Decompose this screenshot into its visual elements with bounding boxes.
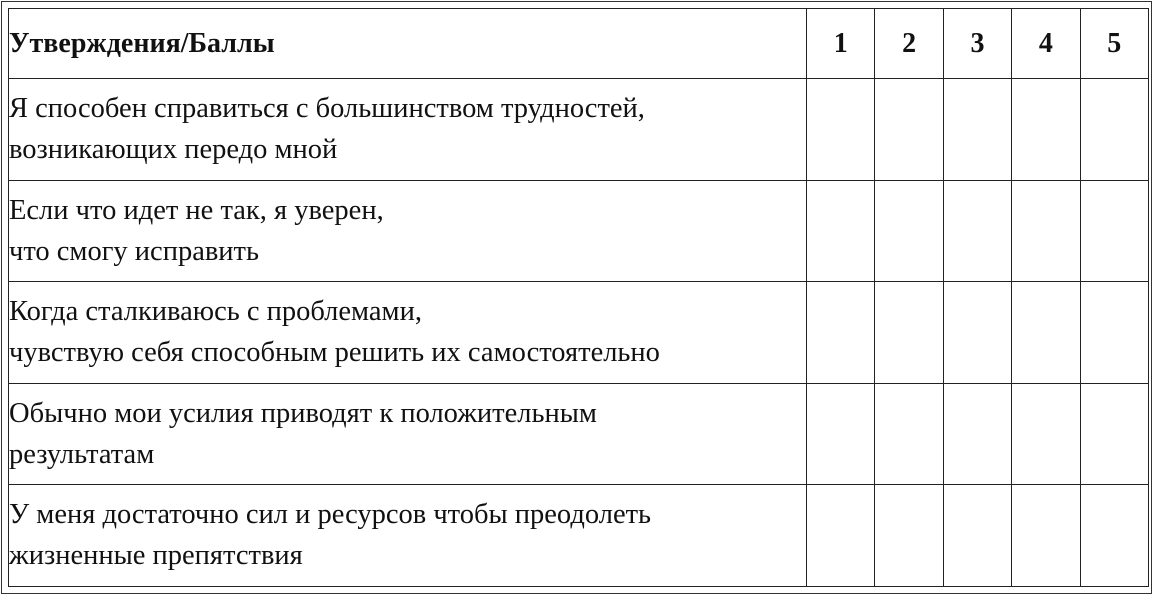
statement-line: результатам bbox=[9, 438, 155, 470]
score-cell-1[interactable] bbox=[807, 79, 875, 181]
statement-line: У меня достаточно сил и ресурсов чтобы преодолеть bbox=[9, 499, 652, 531]
table-row bbox=[9, 282, 1149, 384]
table-row bbox=[9, 79, 1149, 181]
statement-line: Обычно мои усилия приводят к положительным bbox=[9, 397, 597, 429]
statement-text bbox=[9, 79, 807, 181]
score-cell-2[interactable] bbox=[875, 485, 943, 587]
statement-line: жизненные препятствия bbox=[9, 540, 303, 572]
score-cell-4[interactable] bbox=[1012, 79, 1080, 181]
score-cell-1[interactable] bbox=[807, 383, 875, 485]
statement-line: возникающих передо мной bbox=[9, 134, 338, 166]
score-cell-3[interactable] bbox=[943, 383, 1011, 485]
score-cell-2[interactable] bbox=[875, 282, 943, 384]
table-row bbox=[9, 485, 1149, 587]
score-cell-5[interactable] bbox=[1080, 79, 1148, 181]
statement-line: Если что идет не так, я уверен, bbox=[9, 194, 384, 226]
score-cell-3[interactable] bbox=[943, 79, 1011, 181]
score-cell-1[interactable] bbox=[807, 485, 875, 587]
score-cell-1[interactable] bbox=[807, 180, 875, 282]
score-header-4: 4 bbox=[1012, 9, 1080, 79]
score-cell-5[interactable] bbox=[1080, 383, 1148, 485]
score-cell-1[interactable] bbox=[807, 282, 875, 384]
statement-text bbox=[9, 383, 807, 485]
score-cell-2[interactable] bbox=[875, 383, 943, 485]
statement-line: Когда сталкиваюсь с проблемами, bbox=[9, 296, 422, 328]
score-cell-4[interactable] bbox=[1012, 282, 1080, 384]
score-cell-5[interactable] bbox=[1080, 180, 1148, 282]
statement-text bbox=[9, 485, 807, 587]
table-row bbox=[9, 180, 1149, 282]
score-cell-3[interactable] bbox=[943, 180, 1011, 282]
statement-text bbox=[9, 180, 807, 282]
score-cell-5[interactable] bbox=[1080, 282, 1148, 384]
statement-line: Я способен справиться с большинством трудностей, bbox=[9, 93, 645, 125]
score-cell-4[interactable] bbox=[1012, 485, 1080, 587]
score-header-3: 3 bbox=[943, 9, 1011, 79]
statement-text bbox=[9, 282, 807, 384]
statement-line: что смогу исправить bbox=[9, 235, 260, 267]
score-cell-3[interactable] bbox=[943, 485, 1011, 587]
score-header-2: 2 bbox=[875, 9, 943, 79]
statement-line: чувствую себя способным решить их самостоятельно bbox=[9, 337, 660, 369]
rating-table bbox=[8, 8, 1149, 587]
score-cell-2[interactable] bbox=[875, 79, 943, 181]
score-cell-2[interactable] bbox=[875, 180, 943, 282]
table-header-row bbox=[9, 9, 1149, 79]
score-header-5: 5 bbox=[1080, 9, 1148, 79]
score-cell-4[interactable] bbox=[1012, 383, 1080, 485]
statements-column-header: Утверждения/Баллы bbox=[9, 9, 807, 79]
score-cell-4[interactable] bbox=[1012, 180, 1080, 282]
score-cell-5[interactable] bbox=[1080, 485, 1148, 587]
table-row bbox=[9, 383, 1149, 485]
score-cell-3[interactable] bbox=[943, 282, 1011, 384]
score-header-1: 1 bbox=[807, 9, 875, 79]
